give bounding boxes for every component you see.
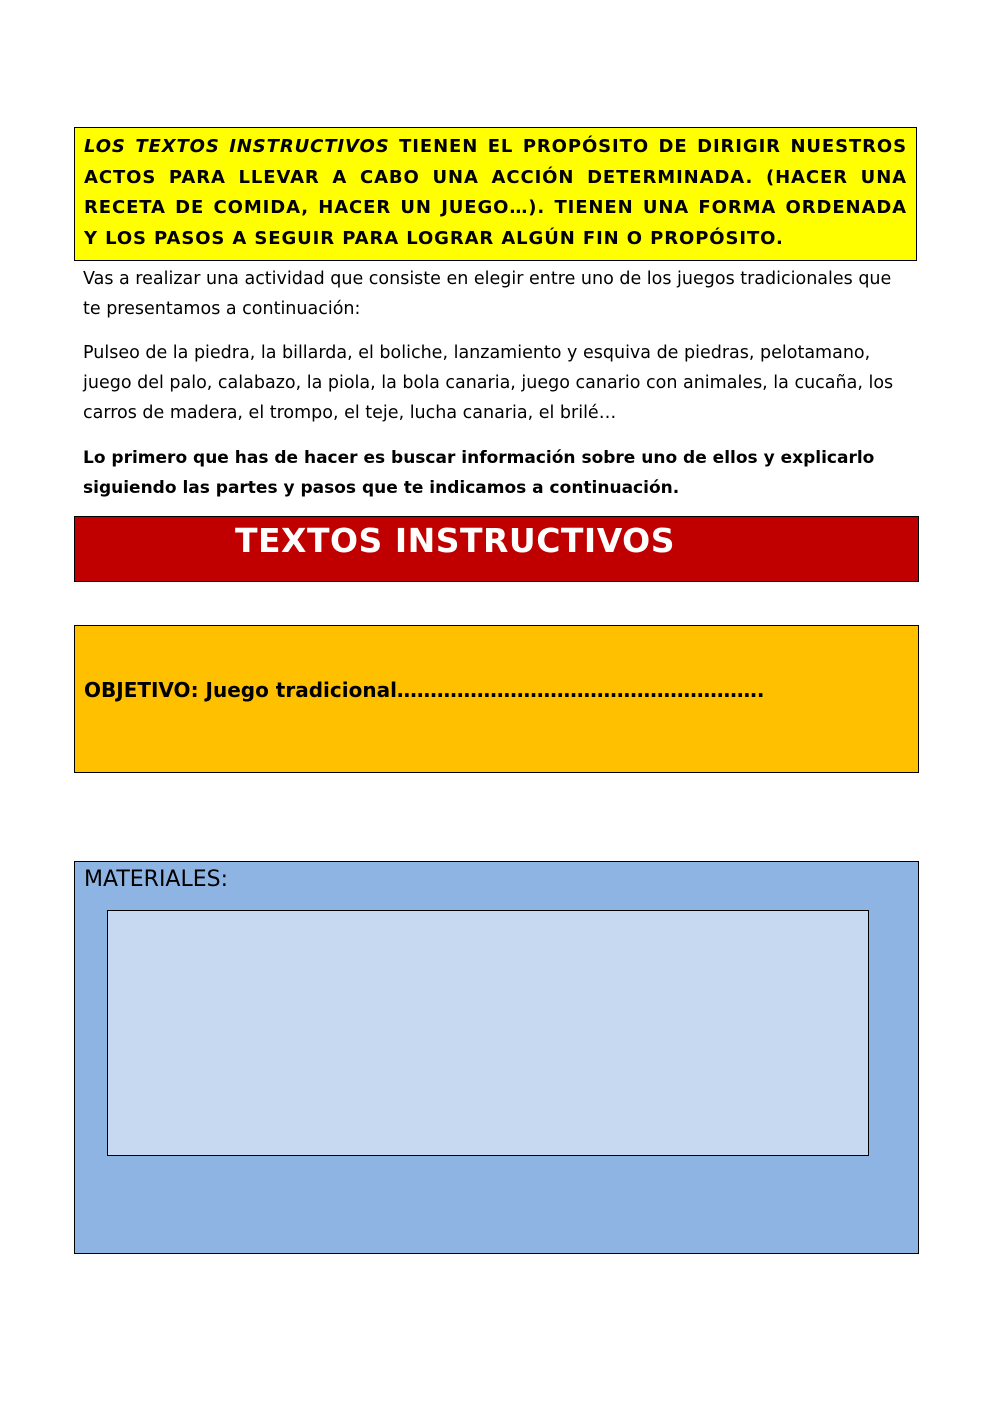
activity-paragraph: Vas a realizar una actividad que consiste en elegir entre uno de los juegos tradicionales que te presentamos a continuación:	[83, 269, 892, 319]
instruction-paragraph: Lo primero que has de hacer es buscar información sobre uno de ellos y explicarlo siguiendo las partes y pasos que te indicamos a continuación.	[83, 448, 875, 498]
title-banner	[74, 516, 919, 582]
intro-emphasis: LOS TEXTOS INSTRUCTIVOS	[84, 136, 390, 157]
intro-definition-box	[74, 127, 917, 261]
objective-text: OBJETIVO: Juego tradicional……………………………………………….	[84, 678, 765, 702]
materials-box	[74, 861, 919, 1254]
objective-box	[74, 625, 919, 773]
intro-text: TIENEN EL PROPÓSITO DE DIRIGIR NUESTROS ACTOS PARA LLEVAR A CABO UNA ACCIÓN DETERMINADA. (HACER UNA RECETA DE COMIDA, HACER UN JUEGO…). TIENEN UNA FORMA ORDENADA Y LOS PASOS A SEGUIR PARA LOGRAR ALGÚN FIN O PROPÓSITO.	[84, 136, 907, 249]
games-list-paragraph: Pulseo de la piedra, la billarda, el boliche, lanzamiento y esquiva de piedras, pelotamano, juego del palo, calabazo, la piola, la bola canaria, juego canario con animales, la cucaña, los carros de madera, el trompo, el teje, lucha canaria, el brilé…	[83, 343, 894, 423]
materials-label: MATERIALES:	[84, 867, 229, 892]
materials-answer-area[interactable]	[107, 910, 869, 1156]
page-title: TEXTOS INSTRUCTIVOS	[235, 521, 675, 560]
